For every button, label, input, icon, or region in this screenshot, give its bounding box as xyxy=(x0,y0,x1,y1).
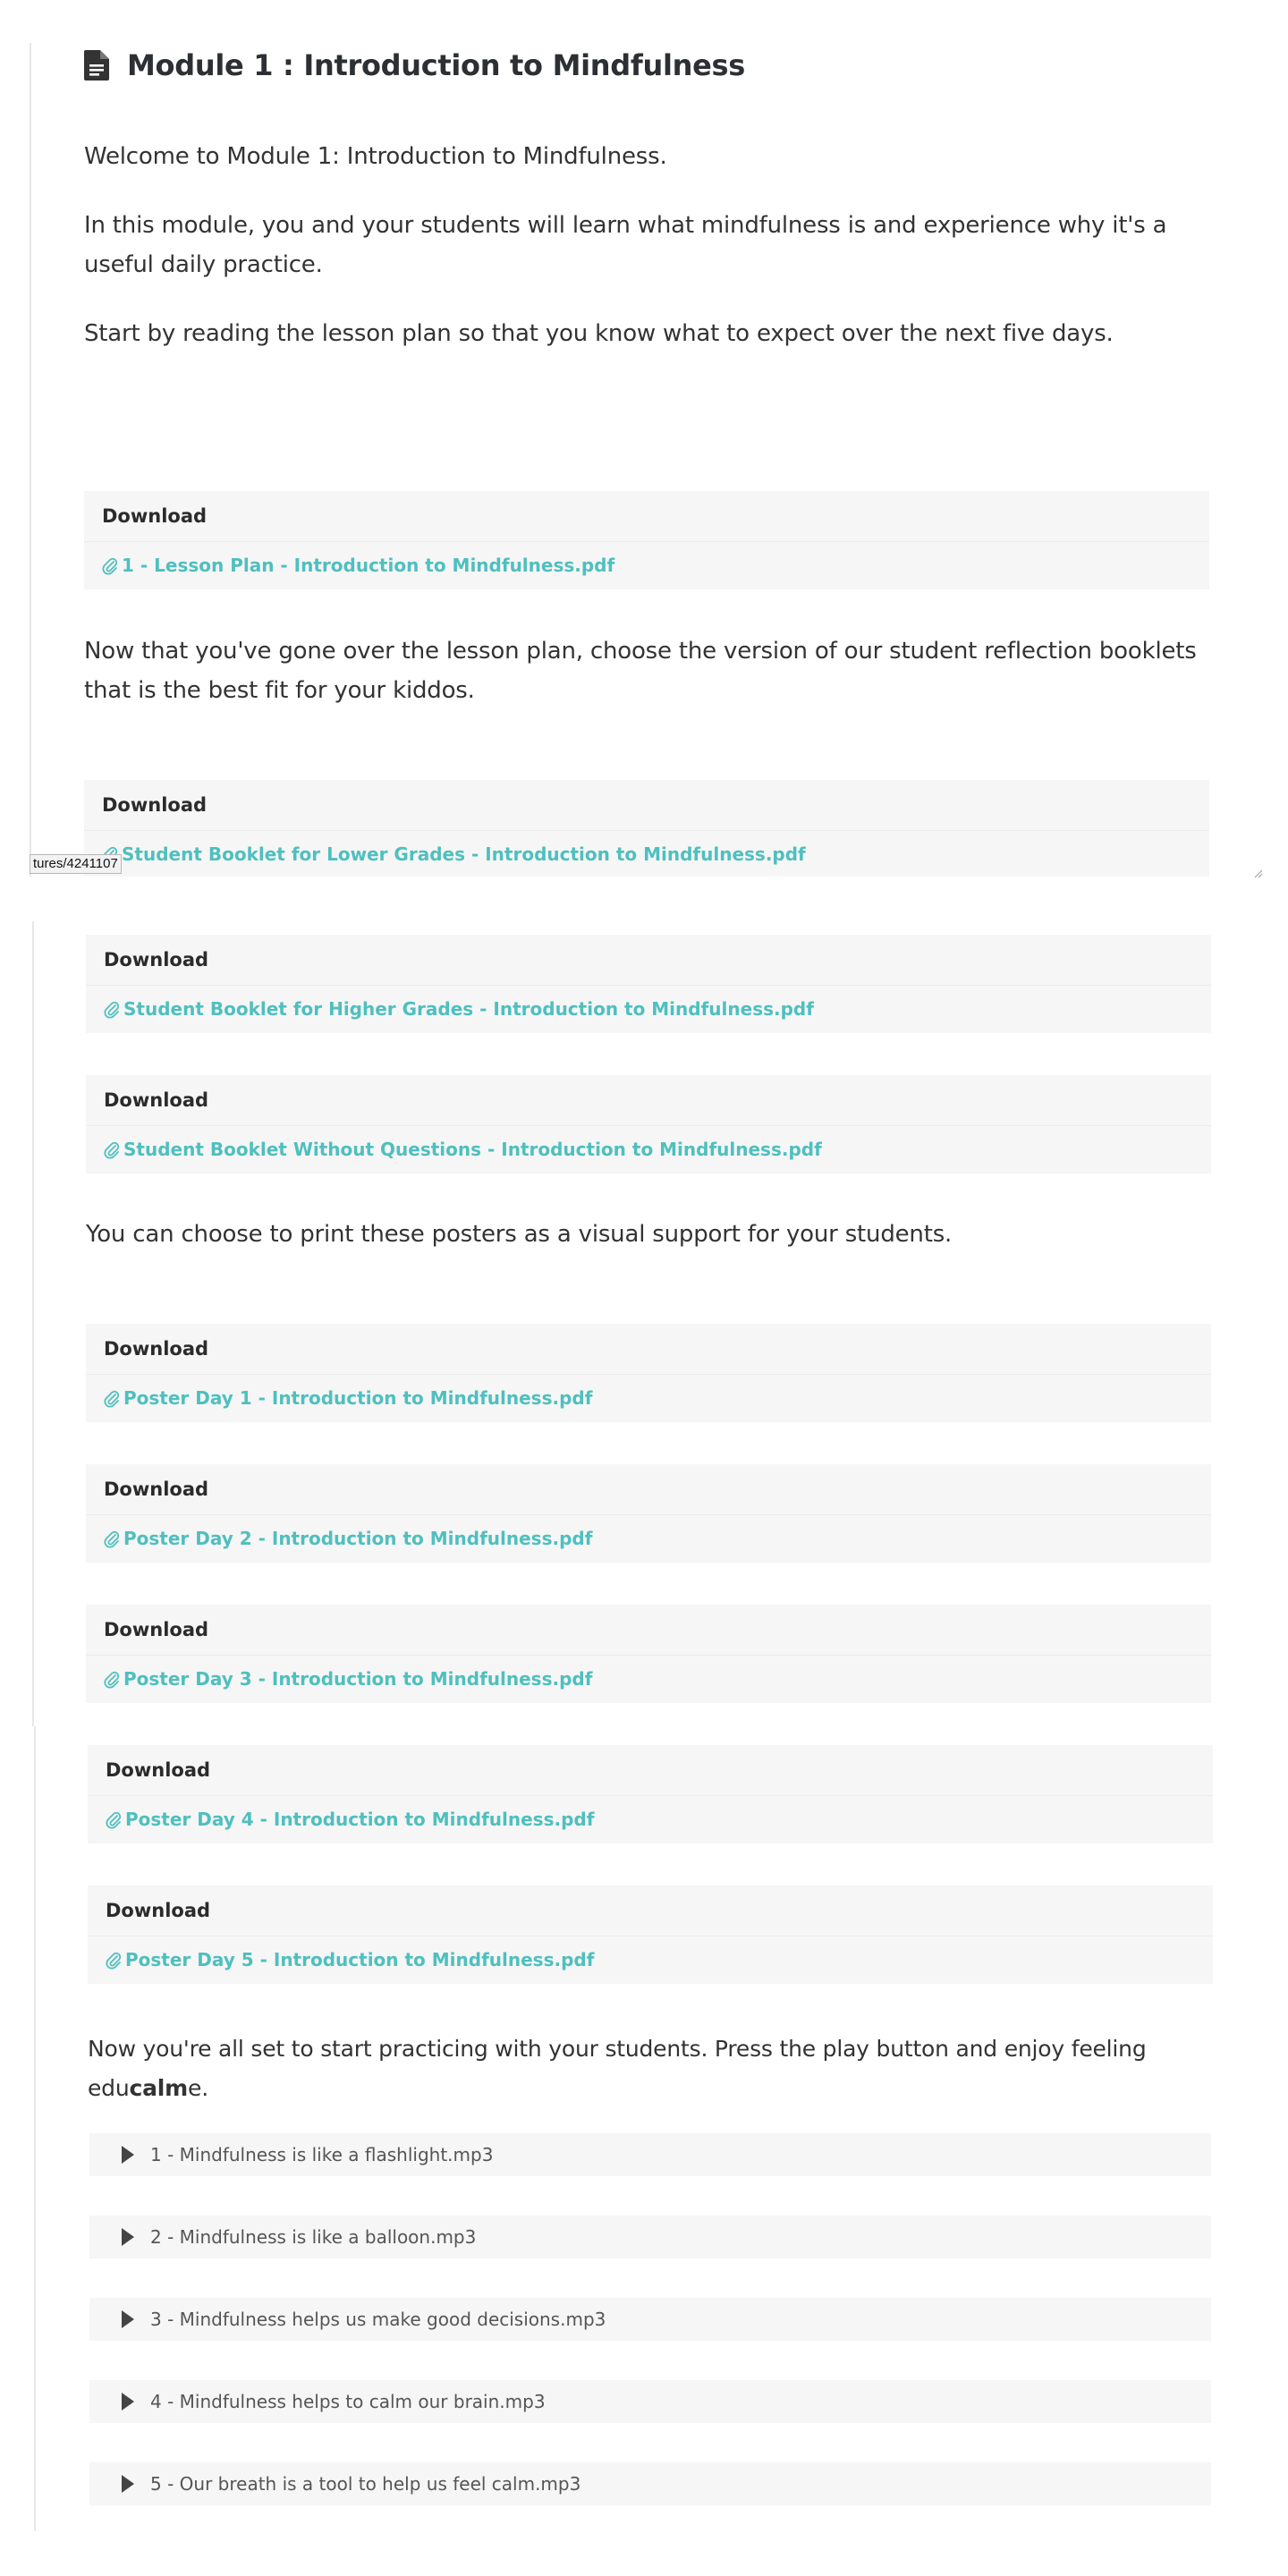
module-header xyxy=(84,48,745,82)
download-link-booklet-lower[interactable] xyxy=(84,831,1209,878)
resize-handle-icon[interactable] xyxy=(1254,869,1263,878)
paperclip-icon xyxy=(104,1001,120,1019)
download-link-lesson-plan[interactable] xyxy=(84,542,1209,589)
download-heading: Download xyxy=(84,491,1209,542)
download-filename: Poster Day 4 - Introduction to Mindfulness.pdf xyxy=(125,1809,595,1830)
audio-track-name: 1 - Mindfulness is like a flashlight.mp3 xyxy=(150,2144,494,2165)
intro-paragraph-1: Welcome to Module 1: Introduction to Mindfulness. xyxy=(84,143,667,170)
audio-track-name: 2 - Mindfulness is like a balloon.mp3 xyxy=(150,2226,477,2248)
download-link-booklet-no-questions[interactable] xyxy=(86,1126,1211,1174)
closing-bold: calm xyxy=(129,2075,189,2101)
screenshot-seam xyxy=(0,877,1288,919)
download-heading: Download xyxy=(86,935,1211,986)
paperclip-icon xyxy=(104,1141,120,1159)
paperclip-icon xyxy=(106,1811,122,1829)
audio-player-2 xyxy=(89,2216,1211,2258)
download-filename: Poster Day 3 - Introduction to Mindfulness.pdf xyxy=(123,1668,593,1690)
download-filename: Student Booklet for Lower Grades - Introduction to Mindfulness.pdf xyxy=(122,843,806,865)
download-heading: Download xyxy=(86,1464,1211,1515)
download-link-poster-3[interactable] xyxy=(86,1656,1211,1703)
audio-player-3 xyxy=(89,2298,1211,2341)
download-link-poster-4[interactable] xyxy=(88,1796,1213,1843)
paperclip-icon xyxy=(102,557,118,575)
download-box-booklet-higher xyxy=(86,935,1211,1033)
download-box-poster-3 xyxy=(86,1605,1211,1703)
booklets-intro-paragraph: Now that you've gone over the lesson plan, choose the version of our student reflection booklets that is the best fit for your kiddos. xyxy=(84,638,1197,704)
download-filename: Student Booklet for Higher Grades - Introduction to Mindfulness.pdf xyxy=(123,998,814,1020)
content-left-border-mid xyxy=(32,921,34,1726)
download-filename: 1 - Lesson Plan - Introduction to Mindfulness.pdf xyxy=(122,555,615,576)
page-title: Module 1 : Introduction to Mindfulness xyxy=(127,48,746,82)
download-heading: Download xyxy=(86,1324,1211,1375)
download-box-poster-4 xyxy=(88,1745,1213,1843)
download-link-poster-1[interactable] xyxy=(86,1375,1211,1422)
intro-paragraph-3: Start by reading the lesson plan so that you know what to expect over the next five days. xyxy=(84,320,1114,347)
document-icon xyxy=(84,50,109,80)
paperclip-icon xyxy=(104,1530,120,1548)
paperclip-icon xyxy=(106,1952,122,1970)
audio-track-name: 5 - Our breath is a tool to help us feel calm.mp3 xyxy=(150,2473,581,2495)
status-url-tooltip: tures/4241107 xyxy=(30,854,122,874)
paperclip-icon xyxy=(104,1671,120,1689)
paperclip-icon xyxy=(104,1390,120,1408)
audio-player-1 xyxy=(89,2133,1211,2176)
download-heading: Download xyxy=(86,1075,1211,1126)
audio-player-5 xyxy=(89,2462,1211,2505)
closing-suffix: e. xyxy=(188,2075,208,2101)
download-filename: Poster Day 2 - Introduction to Mindfulness.pdf xyxy=(123,1528,593,1549)
download-link-booklet-higher[interactable] xyxy=(86,986,1211,1033)
intro-paragraph-2: In this module, you and your students will learn what mindfulness is and experience why it's a useful daily practice. xyxy=(84,212,1167,278)
download-box-poster-5 xyxy=(88,1885,1213,1984)
download-heading: Download xyxy=(88,1745,1213,1796)
closing-text: Now you're all set to start practicing with your students. Press the play button and enjoy feeling edu xyxy=(88,2036,1147,2101)
audio-track-name: 3 - Mindfulness helps us make good decisions.mp3 xyxy=(150,2309,606,2330)
download-box-lesson-plan xyxy=(84,491,1209,589)
play-icon[interactable] xyxy=(122,2228,134,2246)
download-link-poster-5[interactable] xyxy=(88,1936,1213,1984)
audio-player-4 xyxy=(89,2380,1211,2423)
download-heading: Download xyxy=(86,1605,1211,1656)
download-link-poster-2[interactable] xyxy=(86,1515,1211,1563)
play-icon[interactable] xyxy=(122,2310,134,2328)
content-left-border-bottom xyxy=(34,1726,36,2531)
play-icon[interactable] xyxy=(122,2393,134,2411)
download-box-poster-1 xyxy=(86,1324,1211,1422)
download-filename: Poster Day 1 - Introduction to Mindfulness.pdf xyxy=(123,1387,593,1409)
download-heading: Download xyxy=(84,780,1209,831)
posters-intro-paragraph: You can choose to print these posters as a visual support for your students. xyxy=(86,1221,953,1248)
download-box-booklet-no-questions xyxy=(86,1075,1211,1174)
download-heading: Download xyxy=(88,1885,1213,1936)
download-box-poster-2 xyxy=(86,1464,1211,1563)
play-icon[interactable] xyxy=(122,2146,134,2164)
download-filename: Poster Day 5 - Introduction to Mindfulness.pdf xyxy=(125,1949,595,1970)
content-left-border-top xyxy=(30,43,31,877)
download-filename: Student Booklet Without Questions - Introduction to Mindfulness.pdf xyxy=(123,1139,822,1160)
closing-paragraph xyxy=(88,2029,1250,2108)
audio-track-name: 4 - Mindfulness helps to calm our brain.mp3 xyxy=(150,2391,546,2412)
download-box-booklet-lower xyxy=(84,780,1209,878)
play-icon[interactable] xyxy=(122,2475,134,2493)
